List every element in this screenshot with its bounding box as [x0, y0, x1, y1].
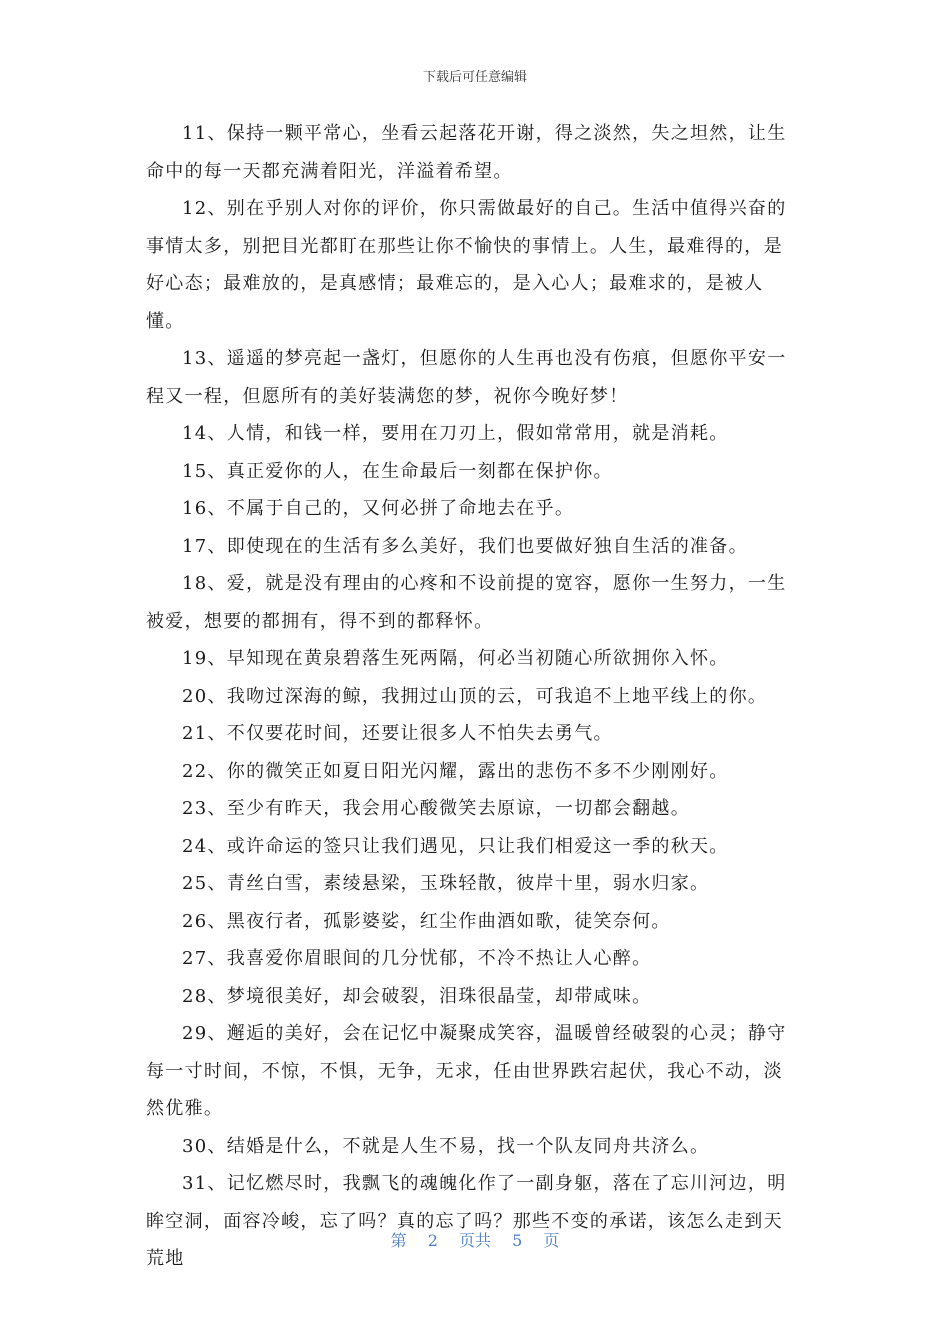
paragraph-28: 28、梦境很美好，却会破裂，泪珠很晶莹，却带咸味。 [182, 985, 652, 1007]
paragraph-20: 20、我吻过深海的鲸，我拥过山顶的云，可我追不上地平线上的你。 [182, 685, 768, 707]
paragraph-29: 29、邂逅的美好，会在记忆中凝聚成笑容，温暖曾经破裂的心灵；静守每一寸时间，不惊，不惧，无争，无求，任由世界跌宕起伏，我心不动，淡然优雅。 [146, 1023, 787, 1119]
footer-middle: 页共 [458, 1231, 491, 1250]
paragraph-25: 25、青丝白雪，素绫悬梁，玉珠轻散，彼岸十里，弱水归家。 [182, 873, 710, 894]
paragraph-31: 31、记忆燃尽时，我飘飞的魂魄化作了一副身躯，落在了忘川河边，明眸空洞，面容冷峻，忘了吗？真的忘了吗？那些不变的承诺，该怎么走到天荒地 [146, 1173, 787, 1269]
paragraph-27: 27、我喜爱你眉眼间的几分忧郁，不冷不热让人心醉。 [182, 948, 652, 969]
paragraph-17: 17、即使现在的生活有多么美好，我们也要做好独自生活的准备。 [182, 535, 748, 557]
paragraph-15: 15、真正爱你的人，在生命最后一刻都在保护你。 [182, 460, 613, 482]
footer-prefix: 第 [390, 1231, 407, 1250]
paragraph-26: 26、黑夜行者，孤影婆娑，红尘作曲酒如歌，徒笑奈何。 [182, 910, 671, 932]
paragraph-19: 19、早知现在黄泉碧落生死两隔，何必当初随心所欲拥你入怀。 [182, 648, 729, 669]
paragraph-11: 11、保持一颗平常心，坐看云起落花开谢，得之淡然，失之坦然，让生命中的每一天都充满着阳光，洋溢着希望。 [146, 123, 787, 182]
paragraph-12: 12、别在乎别人对你的评价，你只需做最好的自己。生活中值得兴奋的事情太多，别把目光都盯在那些让你不愉快的事情上。人生，最难得的，是好心态；最难放的，是真感情；最难忘的，是入心人；最难求的，是被人懂。 [146, 198, 787, 332]
page-header: 下载后可任意编辑 [422, 70, 527, 85]
paragraph-23: 23、至少有昨天，我会用心酸微笑去原谅，一切都会翻越。 [182, 798, 691, 819]
total-pages-number: 5 [512, 1231, 523, 1250]
paragraph-14: 14、人情，和钱一样，要用在刀刃上，假如常常用，就是消耗。 [182, 423, 729, 444]
footer-suffix: 页 [543, 1231, 560, 1250]
page-footer [0, 1228, 950, 1251]
paragraph-13: 13、遥遥的梦亮起一盏灯，但愿你的人生再也没有伤痕，但愿你平安一程又一程，但愿所有的美好装满您的梦，祝你今晚好梦！ [146, 348, 787, 407]
paragraph-30: 30、结婚是什么，不就是人生不易，找一个队友同舟共济么。 [182, 1135, 710, 1157]
document-body [146, 115, 796, 1278]
paragraph-18: 18、爱，就是没有理由的心疼和不设前提的宽容，愿你一生努力，一生被爱，想要的都拥有，得不到的都释怀。 [146, 573, 787, 632]
paragraph-16: 16、不属于自己的，又何必拼了命地去在乎。 [182, 498, 575, 519]
paragraph-21: 21、不仅要花时间，还要让很多人不怕失去勇气。 [182, 723, 613, 744]
paragraph-22: 22、你的微笑正如夏日阳光闪耀，露出的悲伤不多不少刚刚好。 [182, 760, 729, 782]
paragraph-24: 24、或许命运的签只让我们遇见，只让我们相爱这一季的秋天。 [182, 835, 729, 857]
current-page-number: 2 [427, 1231, 438, 1250]
